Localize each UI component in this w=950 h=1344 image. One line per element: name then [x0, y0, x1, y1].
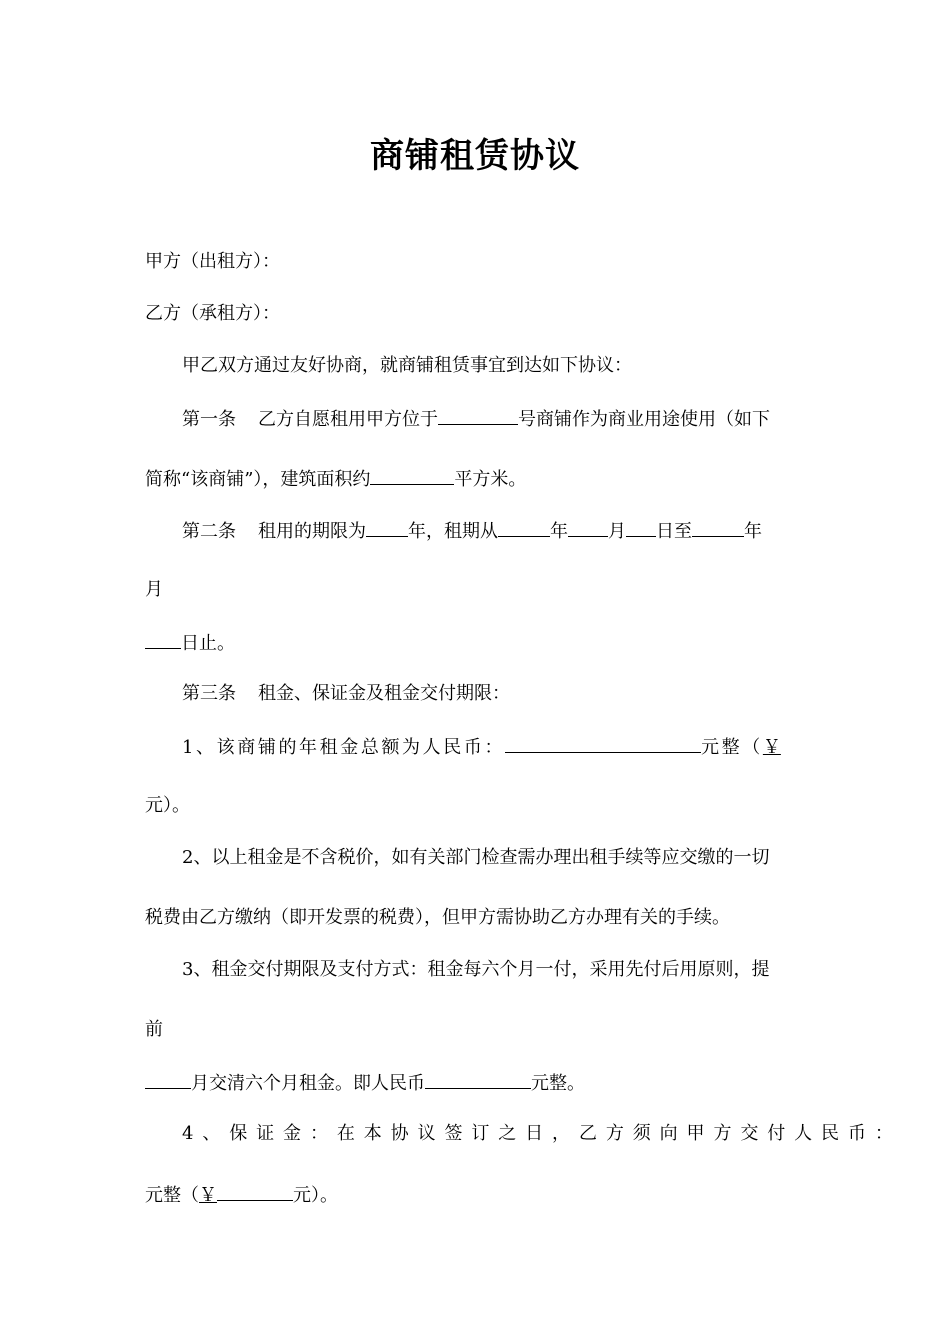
party-a-line: 甲方（出租方）：	[145, 251, 280, 272]
article-2-text-g: 月	[145, 579, 163, 600]
article-2-line-2	[145, 578, 163, 602]
item-4-line-1: 4、保证金：在本协议签订之日，乙方须向甲方交付人民币：	[182, 1123, 902, 1144]
item-1-line-1	[182, 734, 781, 760]
end-day-blank	[145, 630, 181, 649]
six-month-rent-blank	[425, 1070, 531, 1089]
item-4-text-c: 元）。	[293, 1185, 338, 1206]
deposit-blank	[217, 1182, 293, 1201]
article-2-text-b: 年，租期从	[408, 521, 498, 542]
advance-months-blank	[145, 1070, 191, 1089]
item-4-line-2	[145, 1182, 338, 1208]
item-1-text-a: 1、该商铺的年租金总额为人民币：	[182, 737, 506, 758]
article-2-text-f: 年	[744, 521, 762, 542]
start-month-blank	[568, 518, 608, 537]
item-1-text-b: 元整（	[701, 737, 763, 758]
item-3-line-1: 3、租金交付期限及支付方式：租金每六个月一付，采用先付后用原则，提	[182, 959, 770, 980]
item-3-line-2: 前	[145, 1019, 163, 1040]
article-2-text-h: 日止。	[181, 633, 235, 654]
article-2-line-1	[182, 518, 762, 544]
article-2-text-e: 日至	[656, 521, 692, 542]
item-4-text-b: 元整（	[145, 1185, 199, 1206]
shop-number-blank	[438, 406, 518, 425]
item-2-line-1: 2、以上租金是不含税价，如有关部门检查需办理出租手续等应交缴的一切	[182, 847, 770, 868]
intro-paragraph: 甲乙双方通过友好协商，就商铺租赁事宜到达如下协议：	[182, 355, 632, 376]
annual-rent-blank	[505, 734, 701, 753]
party-b-line: 乙方（承租方）：	[145, 303, 280, 324]
article-1-number: 第一条	[182, 409, 236, 430]
area-blank	[370, 466, 454, 485]
article-1-text-b: 号商铺作为商业用途使用（如下	[518, 409, 770, 430]
article-2-text-a: 租用的期限为	[258, 521, 366, 542]
article-1-text-d: 平方米。	[454, 469, 527, 490]
article-3-heading	[182, 682, 510, 706]
article-3-text-a: 租金、保证金及租金交付期限：	[258, 683, 510, 704]
item-1-yen-sign: ￥	[762, 737, 781, 758]
article-2-number: 第二条	[182, 521, 236, 542]
item-3-text-c: 月交清六个月租金。即人民币	[191, 1073, 425, 1094]
item-4-yen-sign: ￥	[199, 1185, 217, 1206]
start-year-blank	[498, 518, 550, 537]
term-years-blank	[366, 518, 408, 537]
article-1-line-1	[182, 406, 770, 432]
article-3-number: 第三条	[182, 683, 236, 704]
article-2-text-c: 年	[550, 521, 568, 542]
start-day-blank	[626, 518, 656, 537]
article-1-line-2	[145, 466, 526, 492]
document-title: 商铺租赁协议	[370, 136, 580, 176]
item-2-line-2: 税费由乙方缴纳（即开发票的税费），但甲方需协助乙方办理有关的手续。	[145, 907, 730, 928]
article-2-text-d: 月	[608, 521, 626, 542]
item-3-text-d: 元整。	[531, 1073, 585, 1094]
article-1-text-c: 简称“该商铺”），建筑面积约	[145, 469, 371, 490]
item-3-line-3	[145, 1070, 585, 1096]
article-1-text-a: 乙方自愿租用甲方位于	[258, 409, 438, 430]
item-1-text-c: 元）。	[145, 795, 190, 816]
end-year-blank	[692, 518, 744, 537]
item-1-line-2	[145, 794, 190, 818]
article-2-line-3	[145, 630, 235, 656]
